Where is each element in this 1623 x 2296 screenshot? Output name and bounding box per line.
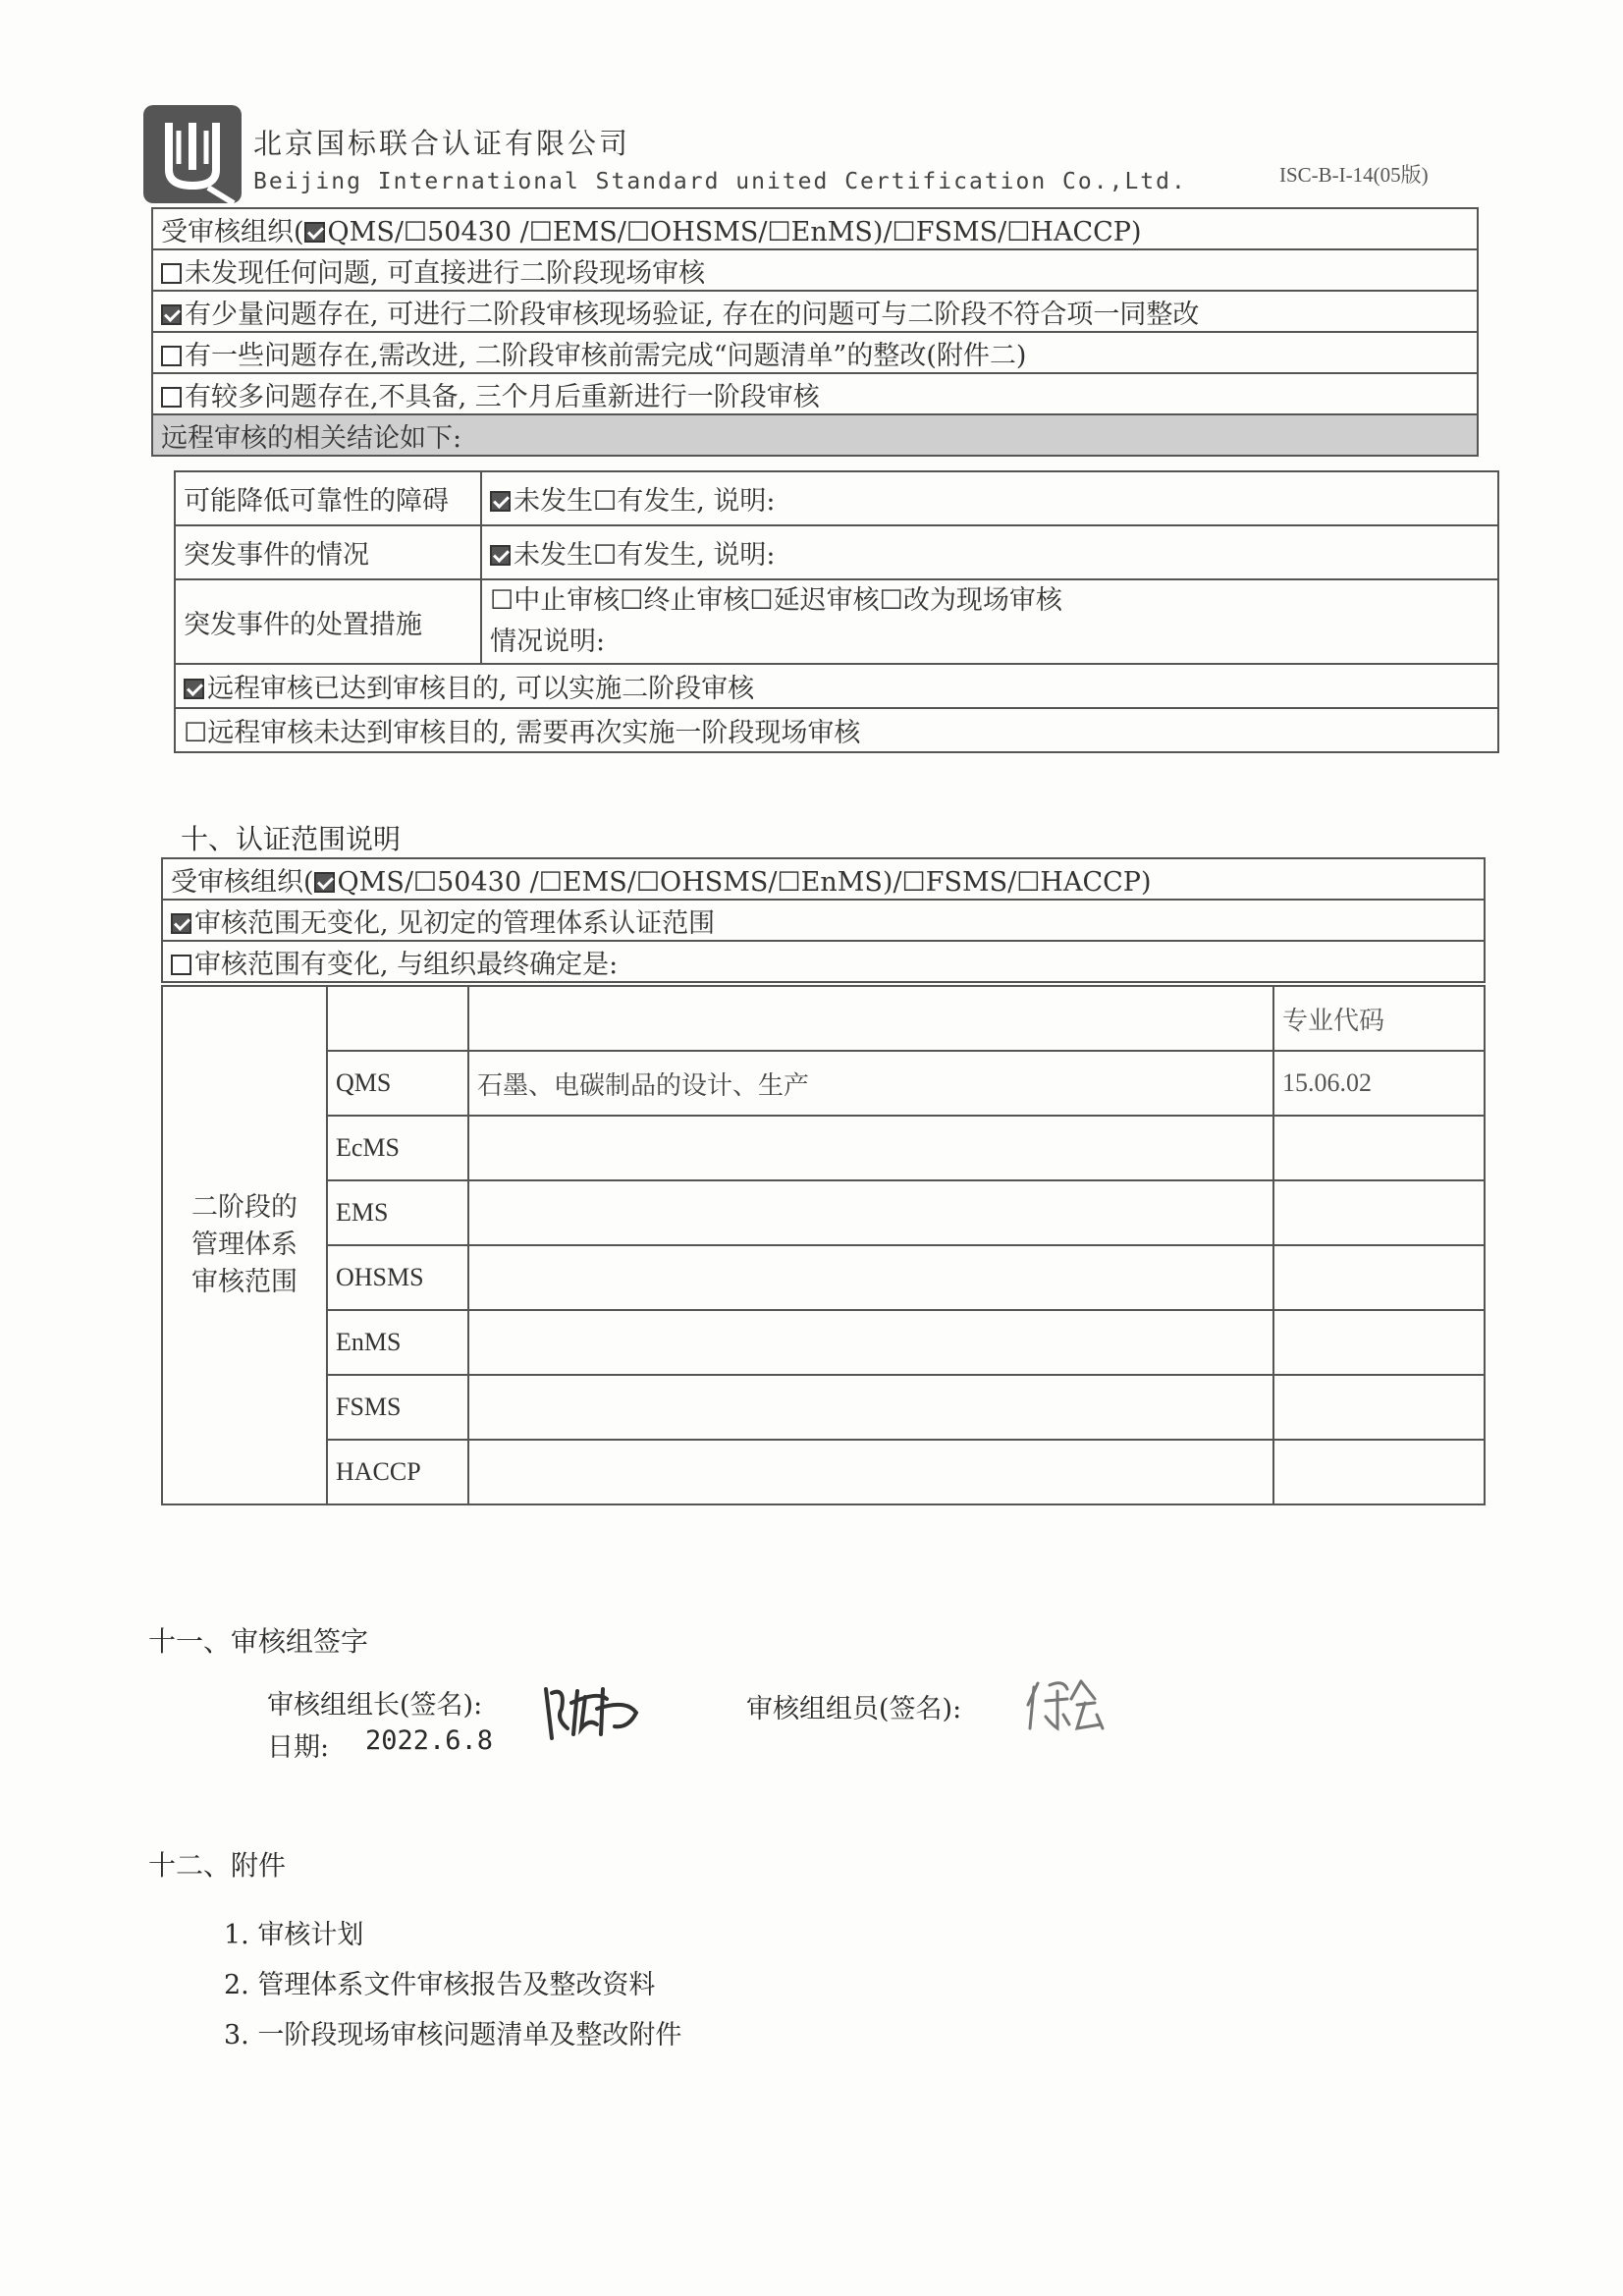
member-signature-label: 审核组组员(签名): [746,1694,962,1724]
attachment-item: 3. 一阶段现场审核问题清单及整改附件 [224,2020,682,2050]
remote-heading: 远程审核的相关结论如下: [152,414,1478,456]
scope-header-blank [327,986,468,1051]
achieved-row: 远程审核已达到审核目的, 可以实施二阶段审核 [175,664,1498,708]
code-value: 15.06.02 [1273,1051,1485,1116]
not-achieved-row: ☐远程审核未达到审核目的, 需要再次实施一阶段现场审核 [175,708,1498,752]
date-label: 日期: [267,1732,330,1763]
scope-text [468,1440,1273,1504]
system-name: QMS [327,1051,468,1116]
leader-signature [538,1669,646,1748]
code-value [1273,1180,1485,1245]
leader-signature-label: 审核组组长(签名): [267,1690,483,1721]
section12-title: 十二、附件 [148,1849,287,1882]
not-occurred-checkbox[interactable] [490,545,511,566]
scope-text [468,1116,1273,1180]
company-name-cn: 北京国标联合认证有限公司 [253,127,631,160]
scope-status-table [161,857,1486,983]
scope-changed-row: 审核范围有变化, 与组织最终确定是: [162,941,1485,982]
scope-unchanged-row: 审核范围无变化, 见初定的管理体系认证范围 [162,900,1485,941]
code-value [1273,1375,1485,1440]
remote-audit-table [174,470,1499,753]
not-occurred-checkbox[interactable] [490,491,511,512]
conclusion-row: 有一些问题存在,需改进, 二阶段审核前需完成“问题清单”的整改(附件二) [152,332,1478,373]
qms-checkbox[interactable] [314,872,335,893]
scope-text [468,1310,1273,1375]
system-name: FSMS [327,1375,468,1440]
system-name: EcMS [327,1116,468,1180]
scope-text: 石墨、电碳制品的设计、生产 [468,1051,1273,1116]
changed-checkbox[interactable] [171,955,191,975]
conclusion-checkbox[interactable] [161,346,182,366]
measures-value: ☐中止审核☐终止审核☐延迟审核☐改为现场审核 情况说明: [481,579,1498,664]
conclusion-checkbox[interactable] [161,304,182,325]
code-value [1273,1116,1485,1180]
conclusion-checkbox[interactable] [161,263,182,284]
system-name: EnMS [327,1310,468,1375]
conclusion-row: 有较多问题存在,不具备, 三个月后重新进行一阶段审核 [152,373,1478,414]
code-value [1273,1245,1485,1310]
conclusion-row: 未发现任何问题, 可直接进行二阶段现场审核 [152,249,1478,291]
attachment-item: 1. 审核计划 [224,1920,364,1950]
system-name: EMS [327,1180,468,1245]
company-logo [139,101,245,207]
qms-checkbox[interactable] [304,222,325,243]
achieved-checkbox[interactable] [184,679,204,699]
conclusion-row: 有少量问题存在, 可进行二阶段审核现场验证, 存在的问题可与二阶段不符合项一同整改 [152,291,1478,332]
emergency-label: 突发事件的情况 [175,525,481,579]
scope-text [468,1375,1273,1440]
scope-text [468,1245,1273,1310]
section11-title: 十一、审核组签字 [148,1625,369,1658]
member-signature [1024,1669,1112,1738]
scope-header-blank [468,986,1273,1051]
stage1-org-row: 受审核组织( QMS/☐50430 /☐EMS/☐OHSMS/☐EnMS)/☐FSMS/☐HACCP) [152,208,1478,249]
emergency-value: 未发生☐有发生, 说明: [481,525,1498,579]
conclusion-checkbox[interactable] [161,387,182,408]
unchanged-checkbox[interactable] [171,913,191,934]
system-name: HACCP [327,1440,468,1504]
reliability-value: 未发生☐有发生, 说明: [481,471,1498,525]
form-code: ISC-B-I-14(05版) [1279,163,1429,187]
system-name: OHSMS [327,1245,468,1310]
reliability-label: 可能降低可靠性的障碍 [175,471,481,525]
date-value: 2022.6.8 [365,1725,494,1756]
scope-table [161,985,1486,1505]
code-header: 专业代码 [1273,986,1485,1051]
scope-label: 二阶段的管理体系审核范围 [162,986,327,1504]
attachment-item: 2. 管理体系文件审核报告及整改资料 [224,1970,656,2000]
code-value [1273,1310,1485,1375]
section10-title: 十、认证范围说明 [181,823,402,855]
code-value [1273,1440,1485,1504]
stage1-conclusion-table [151,207,1479,457]
scope-org-row: 受审核组织( QMS/☐50430 /☐EMS/☐OHSMS/☐EnMS)/☐FSMS/☐HACCP) [162,858,1485,900]
measures-label: 突发事件的处置措施 [175,579,481,664]
scope-text [468,1180,1273,1245]
company-name-en: Beijing International Standard united Certification Co.,Ltd. [253,169,1187,194]
